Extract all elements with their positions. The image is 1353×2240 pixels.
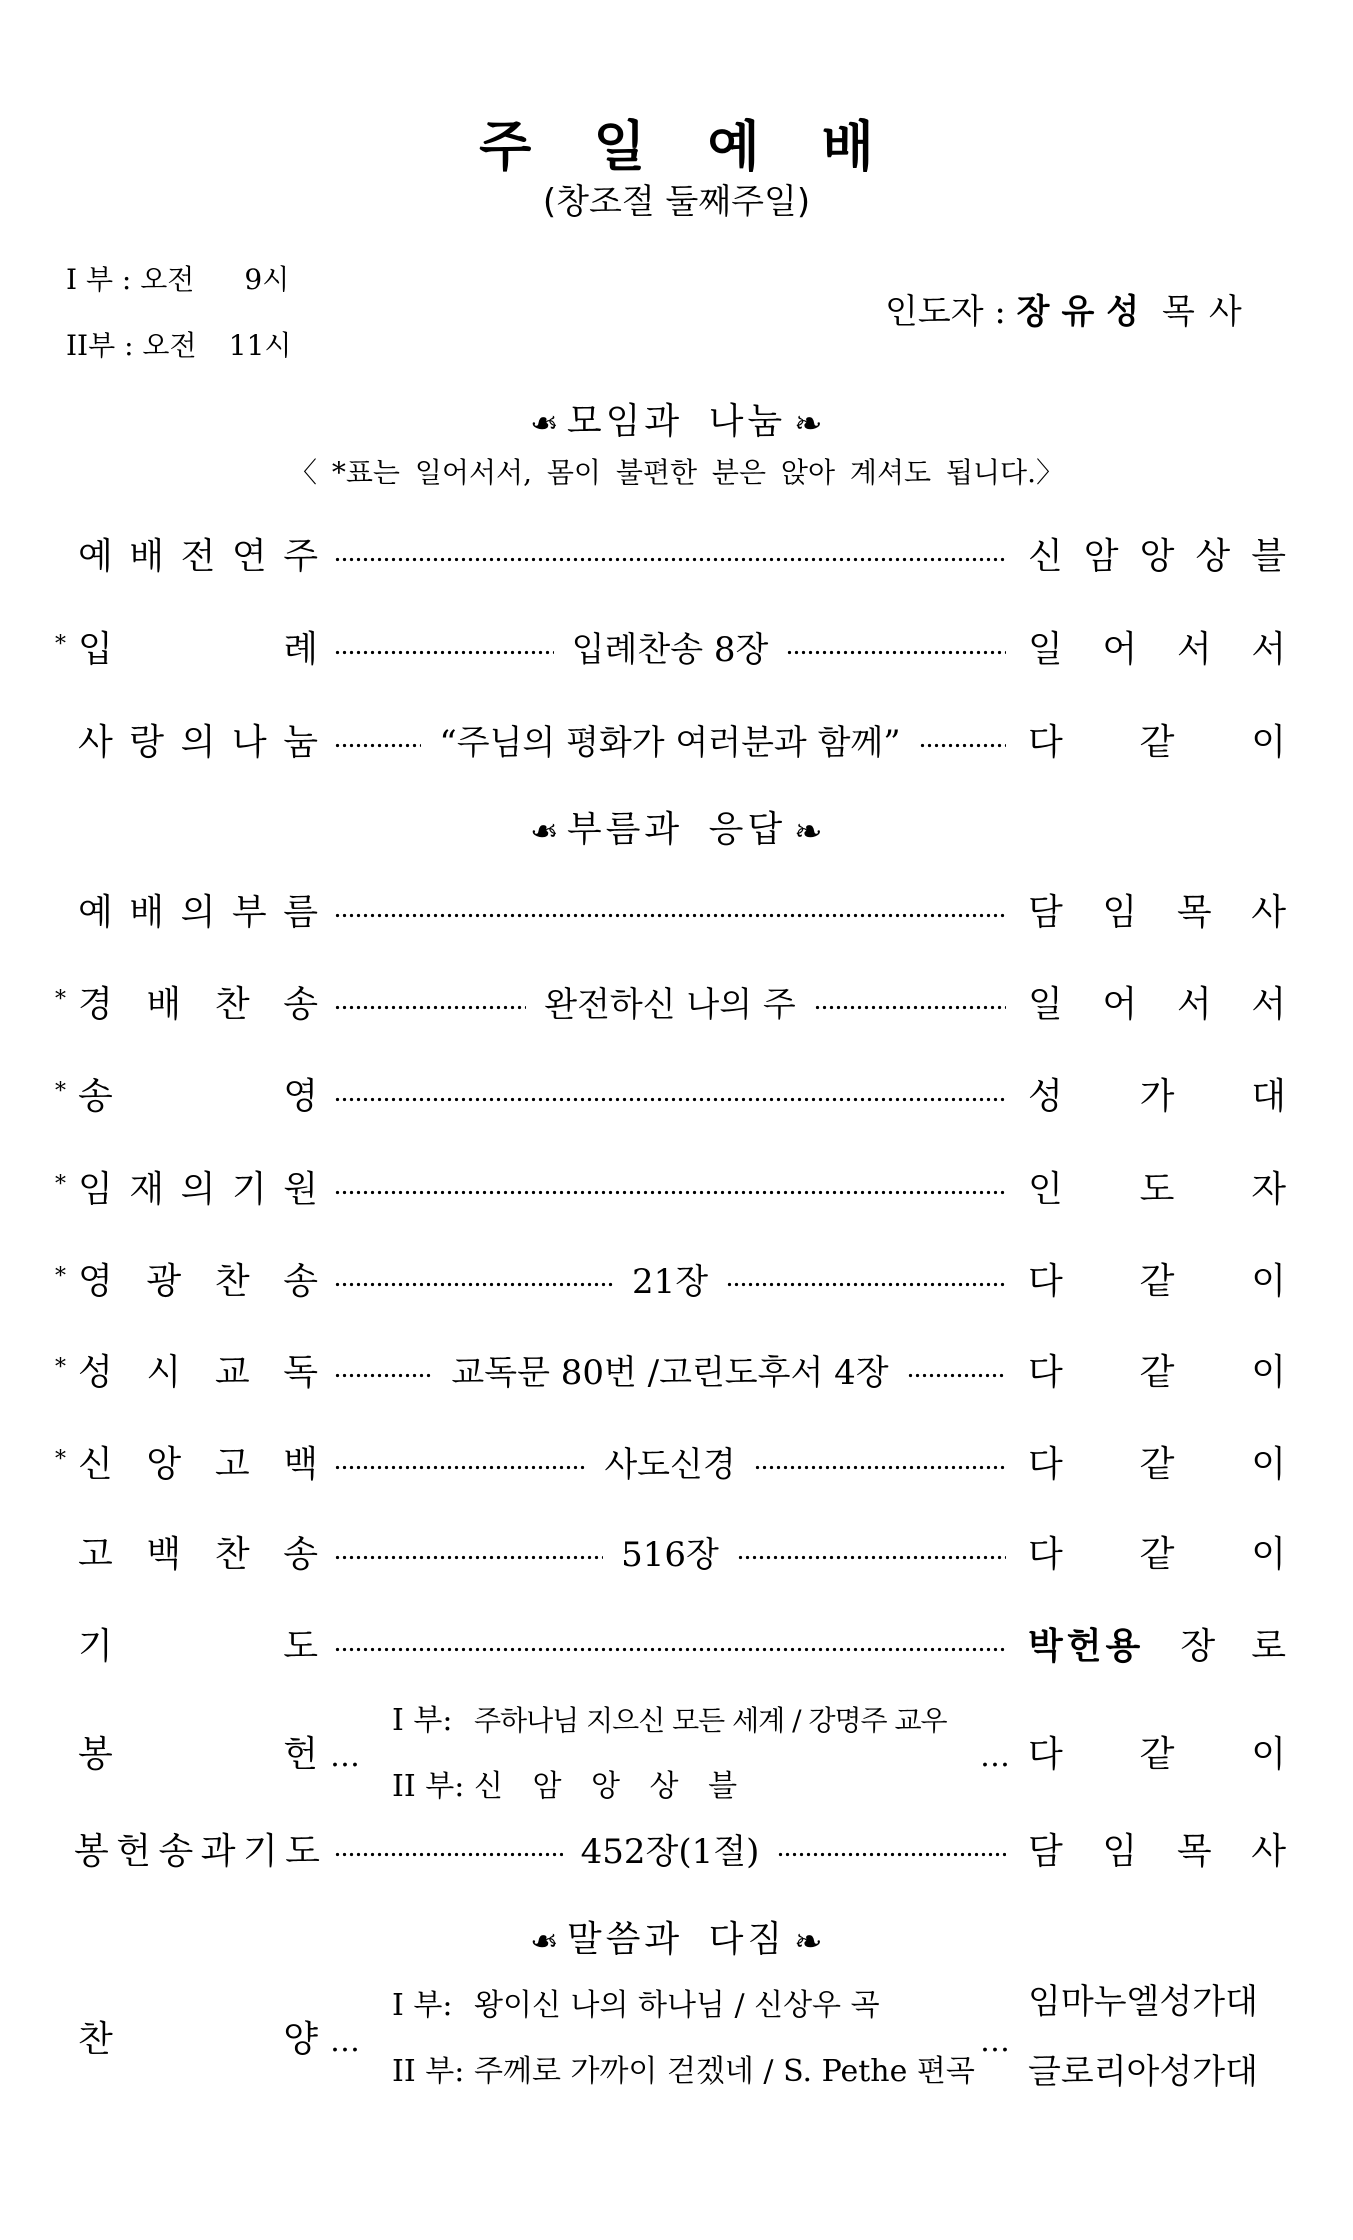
label-char: 고 <box>214 1444 250 1485</box>
responsible-char: 같 <box>1139 722 1175 763</box>
label-char: 성 <box>78 1352 113 1393</box>
worship-item-row <box>0 1531 1353 1579</box>
item-label <box>78 1531 318 1579</box>
responsible-char: 성 <box>1028 1076 1063 1117</box>
responsible-char: 다 <box>1028 1734 1063 1775</box>
item-label <box>78 1441 318 1489</box>
service-part: I 부 : <box>66 263 132 296</box>
label-char: 도 <box>285 1831 320 1872</box>
label-char: 봉 <box>78 1734 113 1775</box>
item-responsible <box>1028 889 1286 937</box>
leader-label: 인도자 : <box>885 292 1006 332</box>
service-part-line <box>392 1767 747 1807</box>
dot-leader <box>334 1828 1006 1876</box>
label-char: 송 <box>283 984 318 1025</box>
item-label <box>74 1828 320 1876</box>
label-char: 예 <box>78 536 113 577</box>
responsible-char: 어 <box>1102 984 1138 1025</box>
dot-leader <box>334 1441 1006 1489</box>
dot-leader <box>334 1349 1006 1397</box>
label-char: 찬 <box>78 2019 113 2060</box>
label-char: 고 <box>78 1534 113 1575</box>
label-char: 송 <box>78 1076 113 1117</box>
stand-marker: * <box>55 632 66 657</box>
label-char: 경 <box>78 984 113 1025</box>
label-char: 기 <box>78 1626 113 1667</box>
item-detail: 교독문 80번 /고린도후서 4장 <box>451 1353 889 1393</box>
service-label: 오전 <box>142 329 197 362</box>
item-detail: 사도신경 <box>604 1445 736 1485</box>
standing-note: 〈 *표는 일어서서, 몸이 불편한 분은 앉아 계셔도 됩니다.〉 <box>288 456 1064 489</box>
label-char: 의 <box>180 722 216 763</box>
responsible-char: 장 <box>1180 1626 1216 1667</box>
floral-ornament-icon: ❧ <box>794 812 823 852</box>
floral-ornament-icon: ❧ <box>530 812 559 852</box>
label-char: 기 <box>231 1169 267 1210</box>
responsible-char: 이 <box>1251 1444 1286 1485</box>
performer: 임마누엘성가대 <box>1028 1982 1258 2022</box>
stand-marker: * <box>55 1264 66 1289</box>
responsible-char: 같 <box>1139 1444 1175 1485</box>
label-char: 입 <box>78 629 113 670</box>
label-char: 백 <box>283 1444 318 1485</box>
stand-marker: * <box>55 1172 66 1197</box>
label-char: 백 <box>146 1534 182 1575</box>
stand-marker: * <box>55 1079 66 1104</box>
label-char: 찬 <box>214 1534 250 1575</box>
leader-ellipsis: … <box>980 1739 1010 1774</box>
leader-rank: 목사 <box>1161 292 1256 332</box>
responsible-char: 인 <box>1028 1169 1063 1210</box>
item-label <box>78 1349 318 1397</box>
label-char: 눔 <box>283 722 318 763</box>
responsible-char: 상 <box>1195 536 1231 577</box>
responsible-char: 서 <box>1176 984 1212 1025</box>
responsible-char: 서 <box>1176 629 1212 670</box>
worship-item-row <box>0 889 1353 937</box>
service-label: 오전 <box>140 263 195 296</box>
dot-leader <box>334 889 1006 937</box>
responsible-char: 이 <box>1251 1261 1286 1302</box>
label-char: 기 <box>242 1831 278 1872</box>
label-char: 나 <box>231 722 267 763</box>
responsible-char: 다 <box>1028 1352 1063 1393</box>
label-char: 시 <box>146 1352 182 1393</box>
page-subtitle: (창조절 둘째주일) <box>542 182 811 222</box>
item-responsible <box>1028 1166 1286 1214</box>
label-char: 사 <box>78 722 113 763</box>
responsible-char: 다 <box>1028 1444 1063 1485</box>
service-time-2 <box>66 328 291 364</box>
item-label <box>78 1623 318 1671</box>
stand-marker: * <box>55 1447 66 1472</box>
item-responsible <box>1028 719 1286 767</box>
service-time-1 <box>66 262 289 298</box>
item-detail: 입례찬송 8장 <box>571 630 769 670</box>
section-title: 말씀과 다짐 <box>566 1919 787 1960</box>
responsible-char: 다 <box>1028 1534 1063 1575</box>
label-char: 과 <box>200 1831 236 1872</box>
label-char: 영 <box>78 1261 113 1302</box>
responsible-char: 임 <box>1102 892 1138 933</box>
item-detail: 완전하신 나의 주 <box>544 985 796 1025</box>
responsible-char: 대 <box>1251 1076 1286 1117</box>
responsible-char: 사 <box>1251 892 1286 933</box>
section-heading-call-response <box>0 806 1353 856</box>
responsible-char: 같 <box>1139 1734 1175 1775</box>
dot-leader <box>334 1258 1006 1306</box>
worship-item-row <box>0 1828 1353 1876</box>
responsible-char: 자 <box>1251 1169 1286 1210</box>
page-title: 주일예배 <box>479 115 936 178</box>
part-text: 주께로 가까이 걷겠네 / S. Pethe 편곡 <box>474 2054 975 2089</box>
floral-ornament-icon: ❧ <box>530 1922 559 1962</box>
part-label: I 부: <box>392 1988 453 2023</box>
section-heading-gathering <box>0 398 1353 448</box>
label-char: 도 <box>283 1626 318 1667</box>
item-responsible <box>1028 1258 1286 1306</box>
item-label <box>78 1258 318 1306</box>
service-part: II부 : <box>66 329 134 362</box>
responsible-char: 다 <box>1028 1261 1063 1302</box>
item-label <box>78 1166 318 1214</box>
responsible-char: 가 <box>1139 1076 1175 1117</box>
item-label <box>78 533 318 581</box>
label-char: 예 <box>78 892 113 933</box>
responsible-char: 서 <box>1251 984 1286 1025</box>
responsible-char: 도 <box>1139 1169 1175 1210</box>
responsible-name: 박헌용 <box>1028 1626 1145 1667</box>
worship-item-row <box>0 1073 1353 1121</box>
responsible-char: 일 <box>1028 984 1063 1025</box>
responsible-char: 일 <box>1028 629 1063 670</box>
item-detail: 21장 <box>631 1262 709 1302</box>
label-char: 독 <box>283 1352 318 1393</box>
responsible-char: 신 <box>1028 536 1063 577</box>
worship-leader <box>885 290 1256 334</box>
label-char: 찬 <box>214 1261 250 1302</box>
responsible-char: 블 <box>1251 536 1286 577</box>
responsible-char: 사 <box>1251 1831 1286 1872</box>
responsible-char: 목 <box>1176 892 1212 933</box>
label-char: 재 <box>129 1169 165 1210</box>
item-label <box>78 1731 318 1779</box>
dot-leader <box>334 1073 1006 1121</box>
responsible-char: 이 <box>1251 722 1286 763</box>
label-char: 송 <box>283 1534 318 1575</box>
item-label <box>78 1073 318 1121</box>
label-char: 의 <box>180 892 216 933</box>
worship-item-row <box>0 1441 1353 1489</box>
label-char: 찬 <box>214 984 250 1025</box>
floral-ornament-icon: ❧ <box>794 404 823 444</box>
label-char: 부 <box>231 892 267 933</box>
dot-leader <box>334 719 1006 767</box>
label-char: 교 <box>214 1352 250 1393</box>
item-label <box>78 626 318 674</box>
item-label <box>78 889 318 937</box>
responsible-char: 담 <box>1028 892 1063 933</box>
service-time: 11시 <box>228 329 292 362</box>
label-char: 봉 <box>74 1831 109 1872</box>
responsible-char: 서 <box>1251 629 1286 670</box>
leader-ellipsis: … <box>330 2024 360 2059</box>
worship-item-row <box>0 626 1353 674</box>
service-part-line <box>392 2052 975 2092</box>
worship-item-row <box>0 1349 1353 1397</box>
leader-ellipsis: … <box>980 2024 1010 2059</box>
item-detail: 452장(1절) <box>580 1832 760 1872</box>
responsible-char: 앙 <box>1139 536 1175 577</box>
label-char: 원 <box>283 1169 318 1210</box>
label-char: 연 <box>231 536 267 577</box>
performer: 글로리아성가대 <box>1028 2052 1258 2092</box>
worship-item-row <box>0 1258 1353 1306</box>
label-char: 의 <box>180 1169 216 1210</box>
responsible-char: 로 <box>1251 1626 1286 1667</box>
leader-ellipsis: … <box>330 1739 360 1774</box>
label-char: 름 <box>283 892 318 933</box>
section-heading-word-commitment <box>0 1916 1353 1966</box>
dot-leader <box>334 1623 1006 1671</box>
stand-marker: * <box>55 987 66 1012</box>
part-label: II 부: <box>392 2054 465 2089</box>
item-responsible <box>1028 626 1286 674</box>
label-char: 신 <box>78 1444 113 1485</box>
item-detail: “주님의 평화가 여러분과 함께” <box>439 723 901 763</box>
responsible-char: 같 <box>1139 1352 1175 1393</box>
label-char: 송 <box>158 1831 194 1872</box>
label-char: 임 <box>78 1169 113 1210</box>
label-char: 배 <box>129 536 165 577</box>
label-char: 헌 <box>283 1734 318 1775</box>
part-label: I 부: <box>392 1703 453 1738</box>
worship-item-row <box>0 1166 1353 1214</box>
worship-item-row <box>0 1982 1353 2092</box>
part-label: II 부: <box>392 1769 465 1804</box>
item-responsible <box>1028 981 1286 1029</box>
worship-item-row <box>0 533 1353 581</box>
item-responsible <box>1028 1441 1286 1489</box>
responsible-char: 이 <box>1251 1734 1286 1775</box>
label-char: 송 <box>283 1261 318 1302</box>
dot-leader <box>334 1166 1006 1214</box>
label-char: 영 <box>283 1076 318 1117</box>
dot-leader <box>334 981 1006 1029</box>
label-char: 광 <box>146 1261 182 1302</box>
service-part-line <box>392 1986 880 2026</box>
item-responsible <box>1028 1623 1286 1671</box>
responsible-char: 어 <box>1102 629 1138 670</box>
item-label <box>78 719 318 767</box>
item-label <box>78 981 318 1029</box>
service-part-line <box>392 1701 947 1741</box>
part-text: 주하나님 지으신 모든 세계 / 강명주 교우 <box>474 1704 947 1737</box>
worship-item-row <box>0 1703 1353 1804</box>
part-text: 신 암 앙 상 블 <box>474 1769 748 1804</box>
stand-marker: * <box>55 1355 66 1380</box>
responsible-char: 임 <box>1102 1831 1138 1872</box>
part-text: 왕이신 나의 하나님 / 신상우 곡 <box>474 1988 880 2023</box>
item-detail: 516장 <box>621 1535 719 1575</box>
label-char: 례 <box>283 629 318 670</box>
floral-ornament-icon: ❧ <box>794 1922 823 1962</box>
item-responsible <box>1028 1349 1286 1397</box>
section-title: 모임과 나눔 <box>566 401 787 442</box>
item-responsible <box>1028 1531 1286 1579</box>
label-char: 배 <box>146 984 182 1025</box>
responsible-char: 암 <box>1083 536 1119 577</box>
responsible-char: 이 <box>1251 1534 1286 1575</box>
label-char: 앙 <box>146 1444 182 1485</box>
dot-leader <box>334 1531 1006 1579</box>
floral-ornament-icon: ❧ <box>530 404 559 444</box>
item-responsible <box>1028 1073 1286 1121</box>
responsible-char: 같 <box>1139 1534 1175 1575</box>
service-time: 9시 <box>244 263 290 296</box>
item-label <box>78 2016 318 2064</box>
dot-leader <box>334 533 1006 581</box>
item-responsible <box>1028 1828 1286 1876</box>
label-char: 배 <box>129 892 165 933</box>
section-title: 부름과 응답 <box>566 809 787 850</box>
label-char: 주 <box>283 536 318 577</box>
item-responsible <box>1028 533 1286 581</box>
responsible-char: 담 <box>1028 1831 1063 1872</box>
label-char: 전 <box>180 536 216 577</box>
item-responsible <box>1028 1731 1286 1779</box>
responsible-char: 목 <box>1176 1831 1212 1872</box>
responsible-char: 이 <box>1251 1352 1286 1393</box>
worship-item-row <box>0 1623 1353 1671</box>
worship-item-row <box>0 719 1353 767</box>
worship-item-row <box>0 981 1353 1029</box>
label-char: 랑 <box>129 722 165 763</box>
dot-leader <box>334 626 1006 674</box>
label-char: 헌 <box>116 1831 152 1872</box>
responsible-char: 다 <box>1028 722 1063 763</box>
responsible-char: 같 <box>1139 1261 1175 1302</box>
leader-name: 장유성 <box>1016 292 1152 332</box>
label-char: 양 <box>283 2019 318 2060</box>
